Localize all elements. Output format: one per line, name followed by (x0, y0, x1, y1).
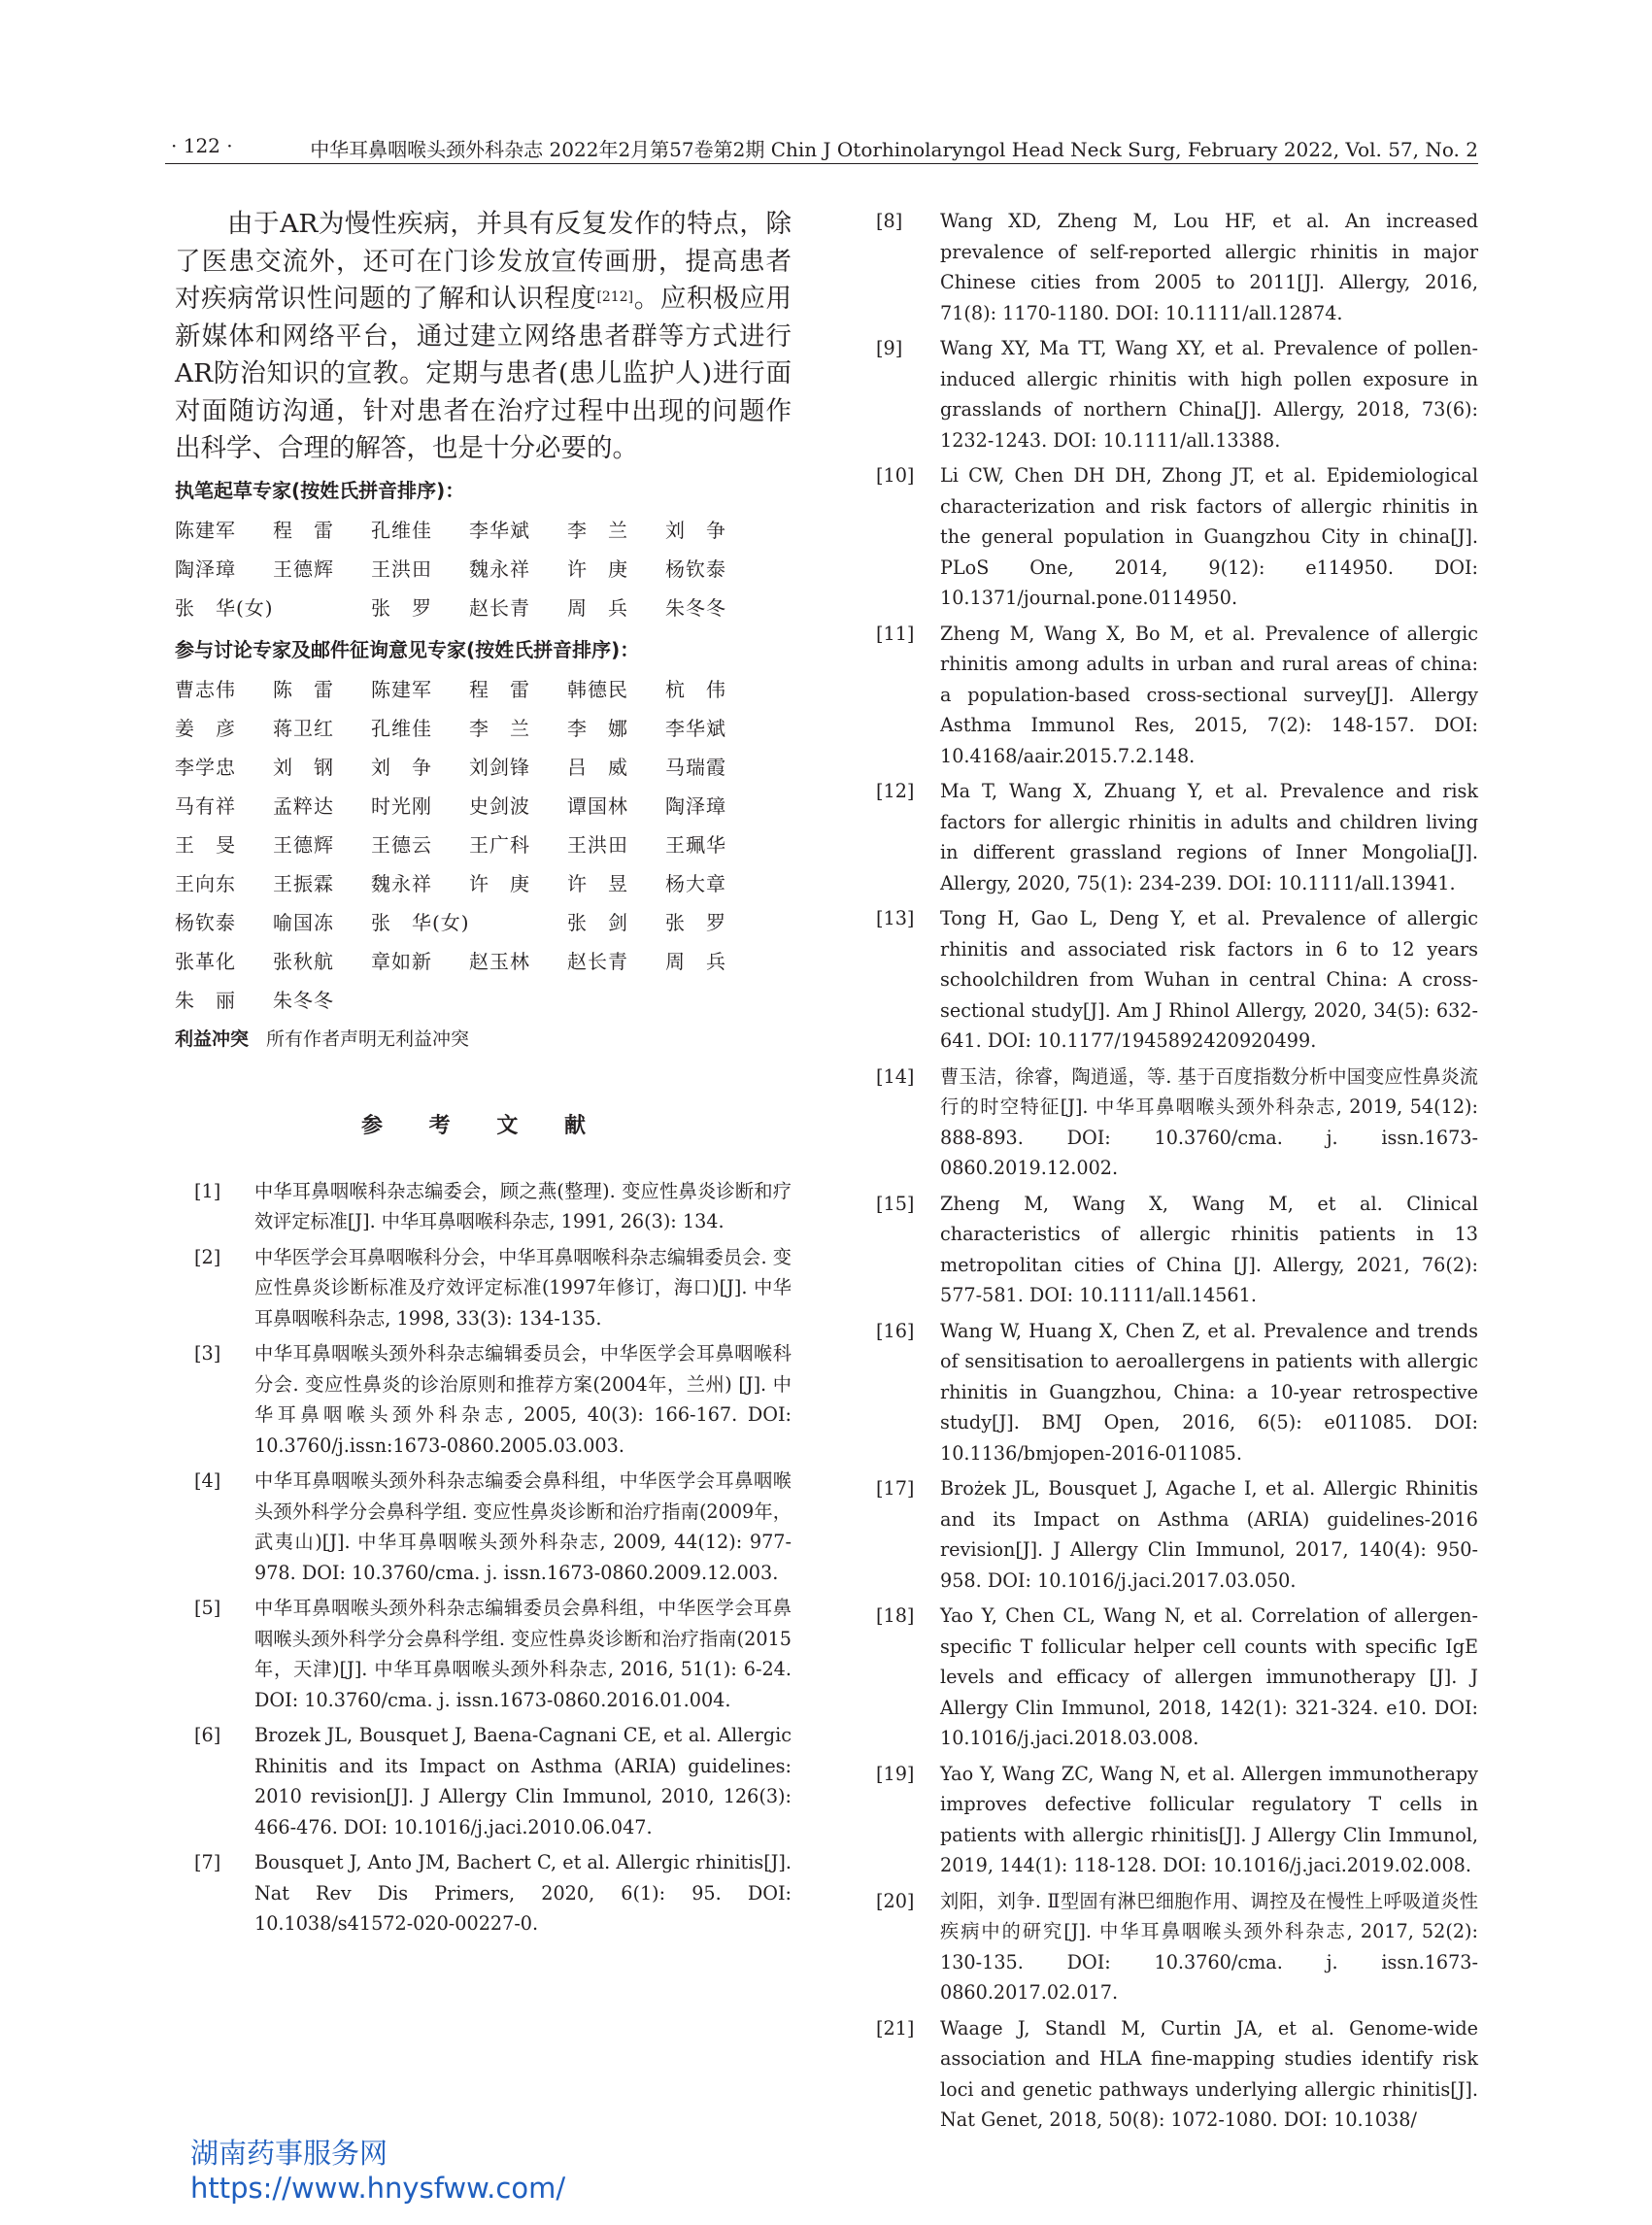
reference-text: Brożek JL, Bousquet J, Agache I, et al. Allergic Rhinitis and its Impact on Asthma (ARIA) guidelines-2016 revision[J]. J Allergy Clin Immunol, 2017, 140(4): 950-958. DOI: 10.1016/j.jaci.2017.03.050. (940, 1477, 1478, 1592)
reference-number: [19] (876, 1762, 915, 1785)
reference-text: Li CW, Chen DH DH, Zhong JT, et al. Epidemiological characterization and risk factors of allergic rhinitis in the general population in Guangzhou City in china[J]. PLoS One, 2014, 9(12): e114950. DOI: 10.1371/journal.pone.0114950. (940, 464, 1478, 609)
discussion-name: 孟粹达 (273, 793, 334, 818)
reference-item (872, 1189, 1478, 1311)
reference-item (872, 776, 1478, 898)
discussion-name: 朱冬冬 (273, 988, 334, 1012)
discussion-name: 杨钦泰 (175, 910, 236, 934)
drafting-name: 赵长青 (469, 595, 530, 620)
reference-number: [1] (194, 1179, 221, 1202)
discussion-name: 王广科 (469, 832, 530, 857)
reference-item (175, 1720, 792, 1842)
citation-mark: [212] (596, 289, 634, 305)
discussion-name: 马有祥 (175, 793, 236, 818)
discussion-name: 陈 雷 (273, 677, 334, 701)
intro-text: 由于AR为慢性疾病，并具有反复发作的特点，除了医患交流外，还可在门诊发放宣传画册，提高患者对疾病常识性问题的了解和认识程度 (175, 209, 792, 314)
discussion-name (469, 981, 567, 1020)
reference-text: Brozek JL, Bousquet J, Baena-Cagnani CE, et al. Allergic Rhinitis and its Impact on Asthma (ARIA) guidelines: 2010 revision[J]. J Allergy Clin Immunol, 2010, 126(3): 466-476. DOI: 10.1016/j.jaci.2010.06.047. (254, 1724, 792, 1838)
discussion-name: 许 庚 (469, 871, 530, 895)
discussion-name: 朱 丽 (175, 988, 236, 1012)
drafting-name: 王洪田 (371, 556, 432, 581)
reference-number: [5] (194, 1597, 221, 1619)
reference-item (175, 1242, 792, 1334)
reference-number: [9] (876, 337, 903, 359)
reference-item (175, 1338, 792, 1461)
reference-text: Wang XD, Zheng M, Lou HF, et al. An increased prevalence of self-reported allergic rhinitis in major Chinese cities from 2005 to 2011[J]. Allergy, 2016, 71(8): 1170-1180. DOI: 10.1111/all.12874. (940, 210, 1478, 324)
drafting-name: 程 雷 (273, 518, 334, 542)
drafting-name: 魏永祥 (469, 556, 530, 581)
discussion-name: 张 罗 (665, 910, 726, 934)
reference-item (872, 1886, 1478, 2008)
drafting-name: 朱冬冬 (665, 595, 726, 620)
discussion-name: 王洪田 (567, 832, 628, 857)
reference-number: [2] (194, 1245, 221, 1268)
reference-item (175, 1593, 792, 1715)
reference-number: [11] (876, 622, 915, 645)
drafting-name: 周 兵 (567, 595, 628, 620)
intro-paragraph (175, 206, 792, 468)
drafting-name: 孔维佳 (371, 518, 432, 542)
discussion-name: 史剑波 (469, 793, 530, 818)
reference-item (872, 1316, 1478, 1469)
discussion-name: 马瑞霞 (665, 755, 726, 779)
left-column (175, 206, 792, 1944)
discussion-name: 王德云 (371, 832, 432, 857)
reference-text: Bousquet J, Anto JM, Bachert C, et al. Allergic rhinitis[J]. Nat Rev Dis Primers, 2020, 6(1): 95. DOI: 10.1038/s41572-020-00227-0. (254, 1851, 792, 1935)
discussion-name: 程 雷 (469, 677, 530, 701)
discussion-name (665, 981, 763, 1020)
coi-text: 所有作者声明无利益冲突 (266, 1028, 470, 1050)
discussion-name: 蒋卫红 (273, 716, 334, 740)
reference-number: [21] (876, 2016, 915, 2040)
reference-text: Ma T, Wang X, Zhuang Y, et al. Prevalence and risk factors for allergic rhinitis in adults and children living in different grassland regions of Inner Mongolia[J]. Allergy, 2020, 75(1): 234-239. DOI: 10.1111/all.13941. (940, 780, 1478, 894)
reference-text: 中华耳鼻咽喉头颈外科杂志编委会鼻科组，中华医学会耳鼻咽喉头颈外科学分会鼻科学组. 变应性鼻炎诊断和治疗指南(2009年，武夷山)[J]. 中华耳鼻咽喉头颈外科杂志, 2009, 44(12): 977-978. DOI: 10.3760/cma. j. issn.1673-0860.2009.12.003. (254, 1469, 792, 1584)
reference-number: [14] (876, 1064, 915, 1088)
discussion-name: 李华斌 (665, 716, 726, 740)
discussion-name (567, 981, 665, 1020)
reference-item (175, 1176, 792, 1237)
coi-label: 利益冲突 (175, 1028, 250, 1050)
drafting-experts-list (175, 511, 792, 627)
discussion-name (371, 981, 469, 1020)
discussion-name: 孔维佳 (371, 716, 432, 740)
reference-number: [8] (876, 210, 903, 232)
reference-text: Yao Y, Wang ZC, Wang N, et al. Allergen immunotherapy improves defective follicular regulatory T cells in patients with allergic rhinitis[J]. J Allergy Clin Immunol, 2019, 144(1): 118-128. DOI: 10.1016/j.jaci.2019.02.008. (940, 1762, 1478, 1876)
discussion-name: 曹志伟 (175, 677, 236, 701)
reference-text: Waage J, Standl M, Curtin JA, et al. Genome-wide association and HLA fine-mapping studies identify risk loci and genetic pathways underlying allergic rhinitis[J]. Nat Genet, 2018, 50(8): 1072-1080. DOI: 10.1038/ (940, 2016, 1478, 2131)
reference-item (872, 1062, 1478, 1184)
reference-number: [7] (194, 1851, 221, 1873)
discussion-name: 李 娜 (567, 716, 628, 740)
reference-item (872, 2013, 1478, 2136)
discussion-name: 刘 争 (371, 755, 432, 779)
reference-text: 中华耳鼻咽喉头颈外科杂志编辑委员会鼻科组，中华医学会耳鼻咽喉头颈外科学分会鼻科学组. 变应性鼻炎诊断和治疗指南(2015年，天津)[J]. 中华耳鼻咽喉头颈外科杂志, 2016, 51(1): 6-24. DOI: 10.3760/cma. j. issn.1673-0860.2016.01.004. (254, 1597, 792, 1711)
reference-item (872, 1473, 1478, 1596)
reference-text: Yao Y, Chen CL, Wang N, et al. Correlation of allergen-specific T follicular helper cell counts with specific IgE levels and efficacy of allergen immunotherapy [J]. J Allergy Clin Immunol, 2018, 142(1): 321-324. e10. DOI: 10.1016/j.jaci.2018.03.008. (940, 1604, 1478, 1749)
discussion-name: 魏永祥 (371, 871, 432, 895)
discussion-name: 喻国冻 (273, 910, 334, 934)
reference-item (872, 1601, 1478, 1754)
page-number: · 122 · (171, 134, 233, 157)
discussion-name: 李学忠 (175, 755, 236, 779)
discussion-name: 张革化 (175, 949, 236, 973)
reference-text: Zheng M, Wang X, Bo M, et al. Prevalence of allergic rhinitis among adults in urban and rural areas of china: a population-based cross-sectional survey[J]. Allergy Asthma Immunol Res, 2015, 7(2): 148-157. DOI: 10.4168/aair.2015.7.2.148. (940, 622, 1478, 767)
drafting-name: 李华斌 (469, 518, 530, 542)
reference-text: 中华耳鼻咽喉头颈外科杂志编辑委员会，中华医学会耳鼻咽喉科分会. 变应性鼻炎的诊治原则和推荐方案(2004年，兰州) [J]. 中华耳鼻咽喉头颈外科杂志, 2005, 40(3): 166-167. DOI: 10.3760/j.issn:1673-0860.2005.03.003. (254, 1342, 792, 1457)
discussion-name: 赵玉林 (469, 949, 530, 973)
drafting-name: 张 罗 (371, 595, 432, 620)
discussion-name: 张 华(女) (371, 910, 470, 934)
reference-item (872, 619, 1478, 772)
drafting-name: 许 庚 (567, 556, 628, 581)
reference-number: [18] (876, 1604, 915, 1627)
drafting-name: 陶泽璋 (175, 556, 236, 581)
right-column (872, 206, 1478, 2141)
drafting-name: 陈建军 (175, 518, 236, 542)
drafting-name: 李 兰 (567, 518, 628, 542)
discussion-name: 陶泽璋 (665, 793, 726, 818)
reference-number: [20] (876, 1889, 915, 1912)
discussion-name: 谭国林 (567, 793, 628, 818)
discussion-name: 赵长青 (567, 949, 628, 973)
references-title: 参 考 文 献 (361, 1113, 605, 1138)
reference-number: [6] (194, 1724, 221, 1746)
journal-citation: 中华耳鼻咽喉头颈外科杂志 2022年2月第57卷第2期 Chin J Otorhinolaryngol Head Neck Surg, February 2022, Vol. 57, No. 2 (310, 138, 1478, 161)
reference-number: [15] (876, 1192, 915, 1215)
reference-text: 中华耳鼻咽喉科杂志编委会，顾之燕(整理). 变应性鼻炎诊断和疗效评定标准[J]. 中华耳鼻咽喉科杂志, 1991, 26(3): 134. (254, 1179, 792, 1232)
drafting-name: 刘 争 (665, 518, 726, 542)
discussion-name: 吕 威 (567, 755, 628, 779)
discussion-name: 章如新 (371, 949, 432, 973)
reference-number: [12] (876, 780, 915, 802)
reference-item (175, 1466, 792, 1588)
reference-item (872, 206, 1478, 328)
discussion-experts-title: 参与讨论专家及邮件征询意见专家(按姓氏拼音排序)： (175, 637, 640, 661)
reference-text: 曹玉洁，徐睿，陶逍遥，等. 基于百度指数分析中国变应性鼻炎流行的时空特征[J]. 中华耳鼻咽喉头颈外科杂志, 2019, 54(12): 888-893. DOI: 10.3760/cma. j. issn.1673-0860.2019.12.002. (940, 1064, 1478, 1179)
conflict-of-interest (175, 1024, 792, 1055)
intro-text-cont: 。应积极应用新媒体和网络平台，通过建立网络患者群等方式进行AR防治知识的宣教。定期与患者(患儿监护人)进行面对面随访沟通，针对患者在治疗过程中出现的问题作出科学、合理的解答，也是十分必要的。 (175, 284, 792, 463)
drafting-experts-title: 执笔起草专家(按姓氏拼音排序)： (175, 478, 465, 502)
reference-item (175, 1847, 792, 1939)
reference-text: 刘阳，刘争. Ⅱ型固有淋巴细胞作用、调控及在慢性上呼吸道炎性疾病中的研究[J]. 中华耳鼻咽喉头颈外科杂志, 2017, 52(2): 130-135. DOI: 10.3760/cma. j. issn.1673-0860.2017.02.017. (940, 1889, 1478, 2004)
running-header (165, 130, 1478, 164)
reference-number: [13] (876, 907, 915, 929)
references-list-right (872, 206, 1478, 2136)
reference-number: [10] (876, 464, 915, 487)
discussion-name: 许 昱 (567, 871, 628, 895)
discussion-name: 杭 伟 (665, 677, 726, 701)
reference-item (872, 903, 1478, 1057)
discussion-name: 李 兰 (469, 716, 530, 740)
reference-number: [4] (194, 1469, 221, 1492)
reference-number: [16] (876, 1319, 915, 1342)
discussion-name: 韩德民 (567, 677, 628, 701)
discussion-name: 王 旻 (175, 832, 236, 857)
discussion-name: 王珮华 (665, 832, 726, 857)
references-list-left (175, 1176, 792, 1939)
reference-text: 中华医学会耳鼻咽喉科分会，中华耳鼻咽喉科杂志编辑委员会. 变应性鼻炎诊断标准及疗效评定标准(1997年修订，海口)[J]. 中华耳鼻咽喉科杂志, 1998, 33(3): 134-135. (254, 1245, 792, 1330)
discussion-name: 时光刚 (371, 793, 432, 818)
reference-number: [17] (876, 1477, 915, 1500)
discussion-name (469, 903, 567, 942)
watermark-url[interactable]: https://www.hnysfww.com/ (190, 2172, 566, 2205)
drafting-name: 王德辉 (273, 556, 334, 581)
discussion-name: 王振霖 (273, 871, 334, 895)
discussion-name: 周 兵 (665, 949, 726, 973)
watermark-name: 湖南药事服务网 (190, 2137, 388, 2170)
discussion-name: 张秋航 (273, 949, 334, 973)
reference-text: Zheng M, Wang X, Wang M, et al. Clinical characteristics of allergic rhinitis patients in 13 metropolitan cities of China [J]. Allergy, 2021, 76(2): 577-581. DOI: 10.1111/all.14561. (940, 1192, 1478, 1306)
discussion-name: 王向东 (175, 871, 236, 895)
discussion-name: 张 剑 (567, 910, 628, 934)
reference-item (872, 460, 1478, 614)
drafting-name: 杨钦泰 (665, 556, 726, 581)
discussion-name: 刘 钢 (273, 755, 334, 779)
reference-number: [3] (194, 1342, 221, 1365)
reference-item (872, 1759, 1478, 1881)
discussion-name: 王德辉 (273, 832, 334, 857)
reference-text: Tong H, Gao L, Deng Y, et al. Prevalence of allergic rhinitis and associated risk factors in 6 to 12 years schoolchildren from Wuhan in central China: A cross-sectional study[J]. Am J Rhinol Allergy, 2020, 34(5): 632-641. DOI: 10.1177/1945892420920499. (940, 907, 1478, 1052)
reference-text: Wang W, Huang X, Chen Z, et al. Prevalence and trends of sensitisation to aeroallergens in patients with allergic rhinitis in Guangzhou, China: a 10-year retrospective study[J]. BMJ Open, 2016, 6(5): e011085. DOI: 10.1136/bmjopen-2016-011085. (940, 1319, 1478, 1465)
reference-text: Wang XY, Ma TT, Wang XY, et al. Prevalence of pollen-induced allergic rhinitis with high pollen exposure in grasslands of northern China[J]. Allergy, 2018, 73(6): 1232-1243. DOI: 10.1111/all.13388. (940, 337, 1478, 452)
drafting-name: 张 华(女) (175, 595, 274, 620)
discussion-name: 刘剑锋 (469, 755, 530, 779)
discussion-name: 姜 彦 (175, 716, 236, 740)
discussion-name: 杨大章 (665, 871, 726, 895)
discussion-name: 陈建军 (371, 677, 432, 701)
reference-item (872, 333, 1478, 455)
drafting-name (273, 589, 371, 627)
discussion-experts-list (175, 670, 792, 1020)
